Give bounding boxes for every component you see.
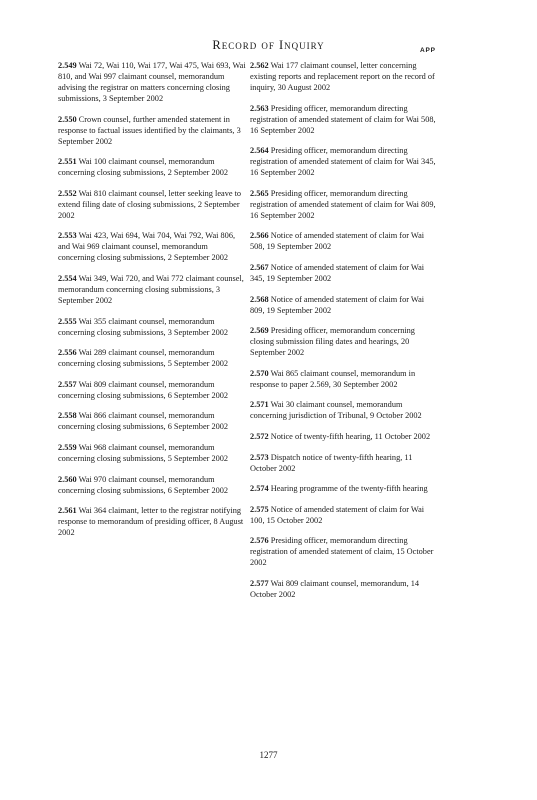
entry-number: 2.554 (58, 273, 77, 283)
record-entry (250, 399, 438, 421)
entry-number: 2.557 (58, 379, 77, 389)
entry-number: 2.555 (58, 316, 77, 326)
entry-number: 2.566 (250, 231, 269, 241)
record-entry (58, 442, 246, 464)
entry-text: Wai 364 claimant, letter to the registrar notifying response to memorandum of presiding officer, 8 August 2002 (58, 506, 244, 538)
entry-text: Notice of amended statement of claim for Wai 809, 19 September 2002 (250, 294, 425, 315)
record-entry (250, 230, 438, 252)
entry-number: 2.551 (58, 157, 77, 167)
entry-text: Wai 30 claimant counsel, memorandum concerning jurisdiction of Tribunal, 9 October 2002 (250, 400, 422, 421)
entry-text: Wai 177 claimant counsel, letter concerning existing reports and replacement report on the record of inquiry, 30 August 2002 (250, 61, 435, 92)
entry-text: Presiding officer, memorandum directing registration of amended statement of claim for Wai 809, 16 September 2002 (250, 188, 436, 220)
entry-text: Wai 865 claimant counsel, memorandum in response to paper 2.569, 30 September 2002 (250, 368, 416, 389)
entry-number: 2.568 (250, 294, 269, 304)
entry-text: Notice of twenty-fifth hearing, 11 October 2002 (270, 431, 431, 441)
record-entry (250, 452, 438, 474)
entry-text: Wai 355 claimant counsel, memorandum concerning closing submissions, 3 September 2002 (58, 316, 229, 337)
record-entry (250, 504, 438, 526)
entry-text: Notice of amended statement of claim for Wai 100, 15 October 2002 (250, 504, 425, 525)
record-entry (58, 156, 246, 178)
running-title: Record of Inquiry (212, 38, 325, 52)
record-entry (250, 431, 438, 442)
section-tag: APP (420, 47, 436, 54)
record-entry (250, 483, 438, 494)
entry-number: 2.569 (250, 326, 269, 336)
record-entry (250, 145, 438, 178)
entry-number: 2.549 (58, 61, 77, 70)
entry-number: 2.556 (58, 348, 77, 358)
entry-text: Wai 809 claimant counsel, memorandum, 14 October 2002 (250, 578, 420, 599)
entry-number: 2.577 (250, 578, 269, 588)
entry-number: 2.559 (58, 442, 77, 452)
entry-text: Wai 100 claimant counsel, memorandum concerning closing submissions, 2 September 2002 (58, 157, 229, 178)
entry-text: Wai 289 claimant counsel, memorandum concerning closing submissions, 5 September 2002 (58, 348, 229, 369)
entry-number: 2.575 (250, 504, 269, 514)
record-entry (58, 474, 246, 496)
entry-text: Presiding officer, memorandum directing registration of amended statement of claim for Wai 508, 16 September 2002 (250, 103, 436, 135)
entry-number: 2.571 (250, 400, 269, 410)
entry-text: Wai 970 claimant counsel, memorandum concerning closing submissions, 6 September 2002 (58, 474, 229, 495)
record-entry (58, 114, 246, 147)
entry-text: Presiding officer, memorandum concerning closing submission filing dates and hearings, 20 September 2002 (250, 326, 415, 358)
entry-number: 2.553 (58, 231, 77, 241)
record-entry (58, 273, 246, 306)
entry-text: Crown counsel, further amended statement in response to factual issues identified by the claimants, 3 September 2002 (58, 114, 241, 146)
entry-text: Dispatch notice of twenty-fifth hearing, 11 October 2002 (250, 452, 413, 473)
entry-text: Hearing programme of the twenty-fifth hearing (270, 484, 428, 494)
record-entry (250, 578, 438, 600)
record-entry (250, 188, 438, 221)
page-number: 1277 (259, 750, 278, 760)
record-entry (58, 60, 246, 104)
entry-number: 2.573 (250, 452, 269, 462)
entry-number: 2.552 (58, 188, 77, 198)
entry-number: 2.561 (58, 506, 77, 516)
entry-text: Presiding officer, memorandum directing registration of amended statement of claim, 15 October 2002 (250, 536, 434, 568)
entry-text: Wai 349, Wai 720, and Wai 772 claimant counsel, memorandum concerning closing submissions, 3 September 2002 (58, 273, 244, 305)
entry-number: 2.562 (250, 61, 269, 70)
entry-number: 2.564 (250, 146, 269, 156)
entry-text: Notice of amended statement of claim for Wai 508, 19 September 2002 (250, 231, 425, 252)
entry-number: 2.567 (250, 262, 269, 272)
record-entry (58, 188, 246, 221)
record-entry (250, 60, 438, 93)
entry-text: Wai 968 claimant counsel, memorandum concerning closing submissions, 5 September 2002 (58, 442, 229, 463)
entry-text: Wai 423, Wai 694, Wai 704, Wai 792, Wai 806, and Wai 969 claimant counsel, memorandum concerning closing submissions, 2 September 2002 (58, 231, 236, 263)
record-entry (58, 410, 246, 432)
record-entry (58, 379, 246, 401)
entry-text: Wai 866 claimant counsel, memorandum concerning closing submissions, 6 September 2002 (58, 411, 229, 432)
entry-text: Presiding officer, memorandum directing registration of amended statement of claim for Wai 345, 16 September 2002 (250, 146, 436, 178)
entry-number: 2.550 (58, 114, 77, 124)
left-column (58, 60, 246, 548)
record-entry (250, 294, 438, 316)
entry-number: 2.558 (58, 411, 77, 421)
entry-number: 2.560 (58, 474, 77, 484)
record-entry (58, 505, 246, 538)
record-entry (58, 347, 246, 369)
entry-text: Notice of amended statement of claim for Wai 345, 19 September 2002 (250, 262, 425, 283)
entry-text: Wai 809 claimant counsel, memorandum concerning closing submissions, 6 September 2002 (58, 379, 229, 400)
entry-number: 2.570 (250, 368, 269, 378)
entry-number: 2.572 (250, 431, 269, 441)
record-entry (250, 368, 438, 390)
record-entry (58, 230, 246, 263)
entry-number: 2.574 (250, 484, 269, 494)
record-entry (250, 325, 438, 358)
record-entry (250, 535, 438, 568)
entry-number: 2.576 (250, 536, 269, 546)
record-entry (250, 103, 438, 136)
right-column (250, 60, 438, 610)
entry-text: Wai 810 claimant counsel, letter seeking leave to extend filing date of closing submissions, 2 September 2002 (58, 188, 242, 220)
entry-number: 2.563 (250, 103, 269, 113)
entry-text: Wai 72, Wai 110, Wai 177, Wai 475, Wai 693, Wai 810, and Wai 997 claimant counsel, memorandum advising the registrar on matters concerning closing submissions, 3 September 2002 (58, 61, 246, 103)
record-entry (250, 262, 438, 284)
entry-number: 2.565 (250, 188, 269, 198)
record-entry (58, 316, 246, 338)
